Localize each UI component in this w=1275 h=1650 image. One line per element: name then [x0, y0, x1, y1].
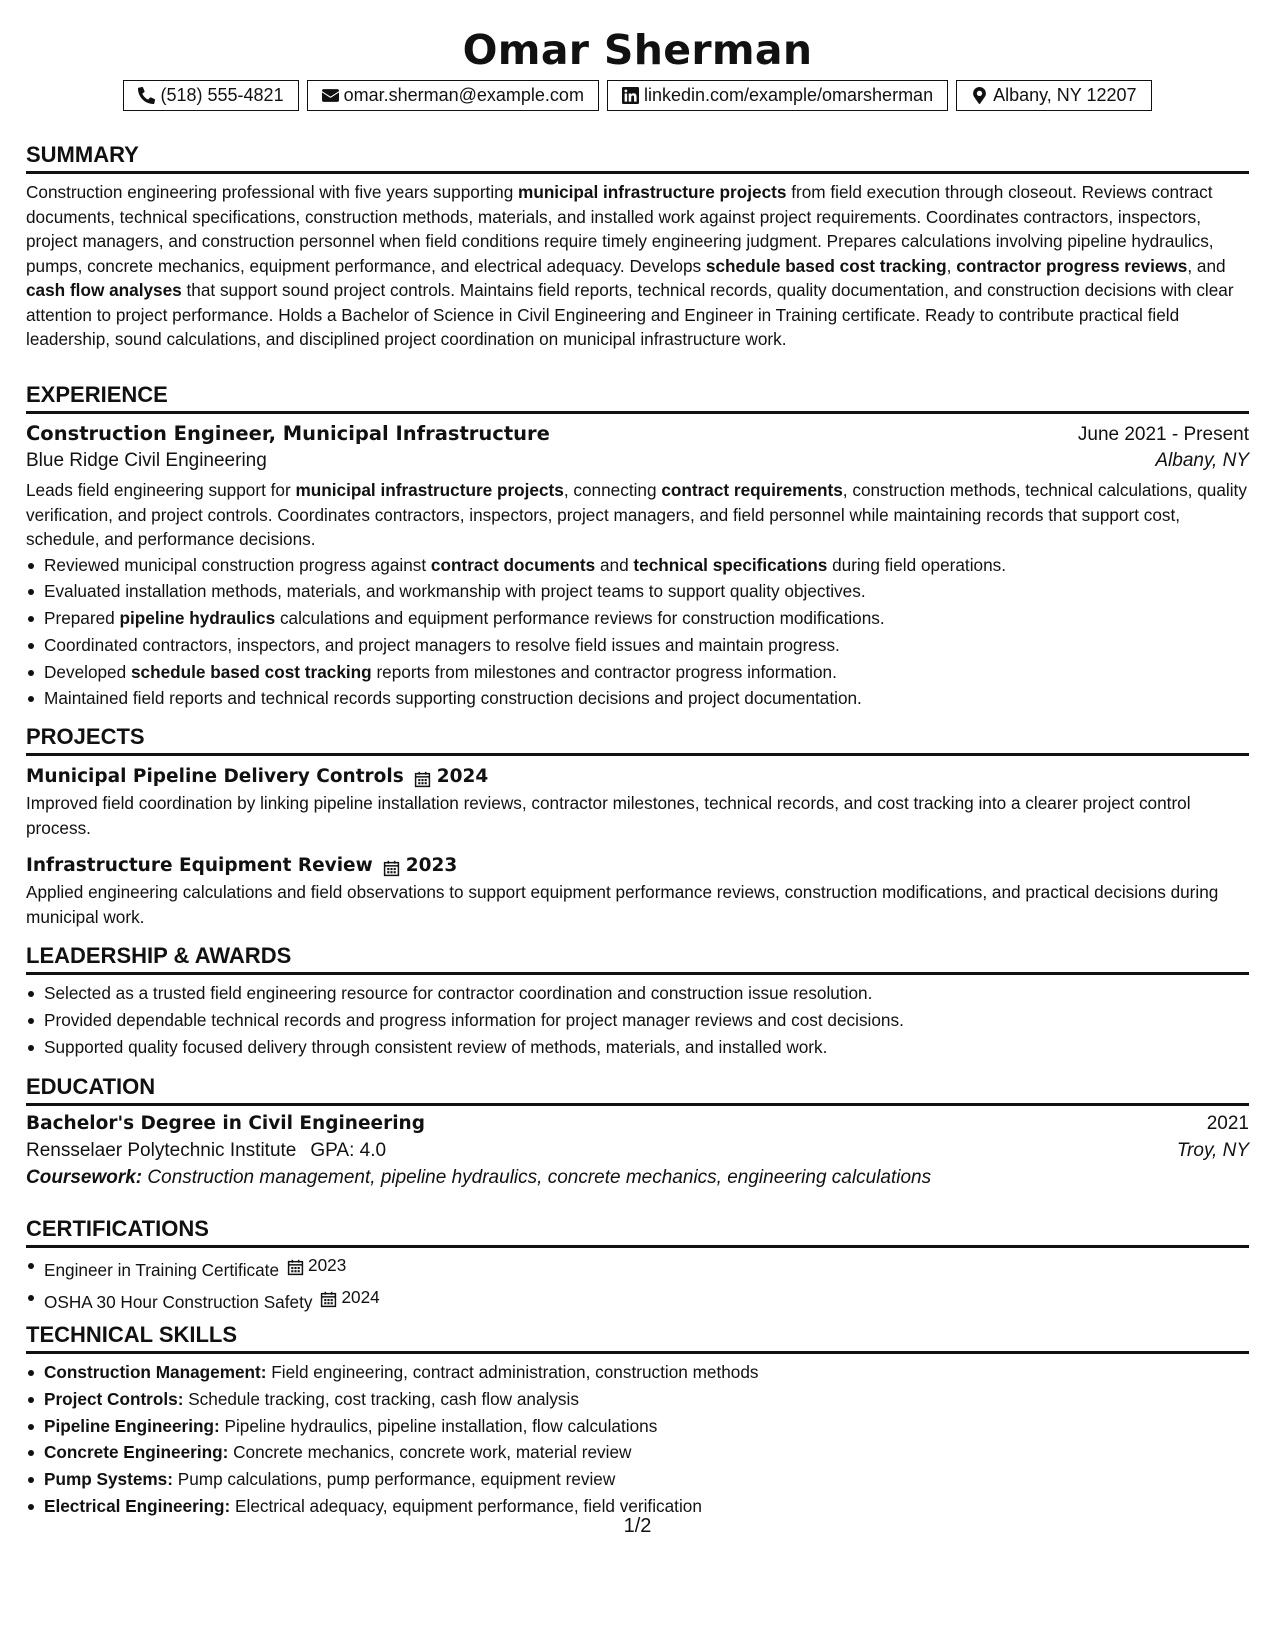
- contact-bar: [26, 80, 1249, 111]
- job-dates: June 2021 - Present: [1077, 424, 1249, 445]
- project-name: Infrastructure Equipment Review: [26, 855, 373, 876]
- linkedin-contact[interactable]: [607, 80, 948, 111]
- gpa: GPA: 4.0: [310, 1140, 387, 1161]
- linkedin-text: linkedin.com/example/omarsherman: [643, 85, 934, 105]
- location-contact[interactable]: [956, 80, 1151, 111]
- skill-label: Project Controls:: [44, 1388, 184, 1409]
- email-contact[interactable]: [307, 80, 599, 111]
- calendar-icon: [287, 1257, 304, 1274]
- coursework: [26, 1167, 1249, 1189]
- phone-text: (518) 555-4821: [160, 85, 284, 105]
- skill-label: Pump Systems:: [44, 1469, 173, 1490]
- degree-year: 2021: [1206, 1113, 1249, 1134]
- skill-value: Concrete mechanics, concrete work, material review: [233, 1442, 632, 1463]
- list-item: Coordinated contractors, inspectors, and project managers to resolve field issues and maintain progress.: [26, 632, 1249, 659]
- skills-list: [26, 1359, 1249, 1520]
- certification-year: 2024: [341, 1286, 380, 1307]
- skills-section: [26, 1322, 1249, 1520]
- school-info: [26, 1140, 386, 1162]
- email-text: omar.sherman@example.com: [343, 85, 584, 105]
- coursework-label: Coursework:: [26, 1167, 143, 1188]
- job-title: Construction Engineer, Municipal Infrastructure: [26, 422, 550, 445]
- company-name: Blue Ridge Civil Engineering: [26, 450, 267, 471]
- leadership-bullets: [26, 980, 1249, 1060]
- envelope-icon: [322, 87, 339, 104]
- summary-section: [26, 142, 1249, 352]
- project-item: [26, 763, 1249, 840]
- project-year: 2024: [436, 766, 489, 787]
- linkedin-icon: [622, 87, 639, 104]
- certification-name: Engineer in Training Certificate: [44, 1259, 280, 1280]
- job-location: Albany, NY: [1155, 450, 1249, 471]
- job-org-row: [26, 450, 1249, 472]
- list-item: Selected as a trusted field engineering resource for contractor coordination and construction issue resolution.: [26, 980, 1249, 1007]
- list-item: Developed schedule based cost tracking reports from milestones and contractor progress information.: [26, 659, 1249, 686]
- page-number: 1/2: [623, 1515, 652, 1537]
- leadership-section: [26, 943, 1249, 1060]
- job-bullets: [26, 552, 1249, 713]
- job-header: [26, 422, 1249, 446]
- list-item: [26, 1439, 1249, 1466]
- skill-value: Pipeline hydraulics, pipeline installation, flow calculations: [224, 1415, 658, 1436]
- certification-list: [26, 1252, 1249, 1315]
- section-title: LEADERSHIP & AWARDS: [26, 943, 1249, 975]
- certifications-section: [26, 1216, 1249, 1315]
- section-title: PROJECTS: [26, 724, 1249, 756]
- list-item: [26, 1284, 1249, 1316]
- list-item: Maintained field reports and technical records supporting construction decisions and project documentation.: [26, 685, 1249, 712]
- education-section: [26, 1074, 1249, 1189]
- certification-year: 2023: [308, 1255, 347, 1275]
- list-item: Evaluated installation methods, materials, and workmanship with project teams to support quality objectives.: [26, 578, 1249, 605]
- list-item: [26, 1252, 1249, 1284]
- phone-contact[interactable]: [123, 80, 298, 111]
- skill-label: Electrical Engineering:: [44, 1495, 231, 1516]
- calendar-icon: [414, 769, 431, 786]
- skill-label: Construction Management:: [44, 1362, 267, 1382]
- project-description: Applied engineering calculations and field observations to support equipment performance reviews, construction modifications, and practical decisions during municipal work.: [26, 882, 1219, 927]
- project-name: Municipal Pipeline Delivery Controls: [26, 766, 404, 787]
- resume-page: [26, 0, 1249, 1650]
- skill-value: Electrical adequacy, equipment performance, field verification: [235, 1495, 702, 1516]
- calendar-icon: [320, 1289, 337, 1306]
- degree-title: Bachelor's Degree in Civil Engineering: [26, 1113, 425, 1134]
- experience-section: [26, 382, 1249, 712]
- project-year: 2023: [405, 855, 458, 876]
- section-title: TECHNICAL SKILLS: [26, 1322, 1249, 1354]
- section-title: EDUCATION: [26, 1074, 1249, 1106]
- project-heading: [26, 852, 1249, 880]
- list-item: [26, 1386, 1249, 1413]
- list-item: [26, 1413, 1249, 1440]
- skill-value: Schedule tracking, cost tracking, cash flow analysis: [188, 1388, 579, 1409]
- project-description: Improved field coordination by linking pipeline installation reviews, contractor milestones, technical records, and cost tracking into a clearer project control process.: [26, 793, 1191, 838]
- projects-section: [26, 724, 1249, 929]
- location-text: Albany, NY 12207: [993, 85, 1137, 105]
- section-title: SUMMARY: [26, 142, 1249, 174]
- list-item: Provided dependable technical records and progress information for project manager reviews and cost decisions.: [26, 1007, 1249, 1034]
- school-name: Rensselaer Polytechnic Institute: [26, 1140, 297, 1161]
- project-item: [26, 852, 1249, 929]
- project-heading: [26, 763, 1249, 791]
- skill-label: Concrete Engineering:: [44, 1442, 229, 1463]
- coursework-text: Construction management, pipeline hydraulics, concrete mechanics, engineering calculations: [147, 1167, 932, 1188]
- phone-icon: [138, 87, 155, 104]
- skill-label: Pipeline Engineering:: [44, 1415, 220, 1436]
- section-title: EXPERIENCE: [26, 382, 1249, 414]
- summary-text: Construction engineering professional with five years supporting municipal infrastructure projects from field execution through closeout. Reviews contract documents, technical specifications, construction methods, materials, and installed work against project requirements. Coordinates contractors, inspectors, project managers, and construction personnel when field conditions require timely engineering judgment. Prepares calculations involving pipeline hydraulics, pumps, concrete mechanics, equipment performance, and electrical adequacy. Develops schedule based cost tracking, contractor progress reviews, and cash flow analyses that support sound project controls. Maintains field reports, technical records, quality documentation, and construction decisions with clear attention to project performance. Holds a Bachelor of Science in Civil Engineering and Engineer in Training certificate. Ready to contribute practical field leadership, sound calculations, and disciplined project coordination on municipal infrastructure work.: [26, 182, 1234, 349]
- candidate-name: Omar Sherman: [462, 26, 813, 74]
- certification-name: OSHA 30 Hour Construction Safety: [44, 1291, 313, 1312]
- map-pin-icon: [971, 87, 988, 104]
- section-title: CERTIFICATIONS: [26, 1216, 1249, 1248]
- list-item: Supported quality focused delivery through consistent review of methods, materials, and installed work.: [26, 1034, 1249, 1061]
- job-intro: Leads field engineering support for municipal infrastructure projects, connecting contract requirements, construction methods, technical calculations, quality verification, and project controls. Coordinates contractors, inspectors, project managers, and field personnel while maintaining records that support cost, schedule, and performance decisions.: [26, 480, 1247, 549]
- school-row: [26, 1140, 1249, 1162]
- skill-value: Field engineering, contract administration, construction methods: [271, 1362, 759, 1382]
- list-item: Prepared pipeline hydraulics calculations and equipment performance reviews for construction modifications.: [26, 605, 1249, 632]
- skill-value: Pump calculations, pump performance, equipment review: [177, 1469, 616, 1490]
- list-item: [26, 1466, 1249, 1493]
- school-location: Troy, NY: [1176, 1140, 1249, 1161]
- list-item: [26, 1359, 1249, 1386]
- degree-row: [26, 1113, 1249, 1135]
- calendar-icon: [383, 858, 400, 875]
- list-item: Reviewed municipal construction progress against contract documents and technical specifications during field operations.: [26, 552, 1249, 579]
